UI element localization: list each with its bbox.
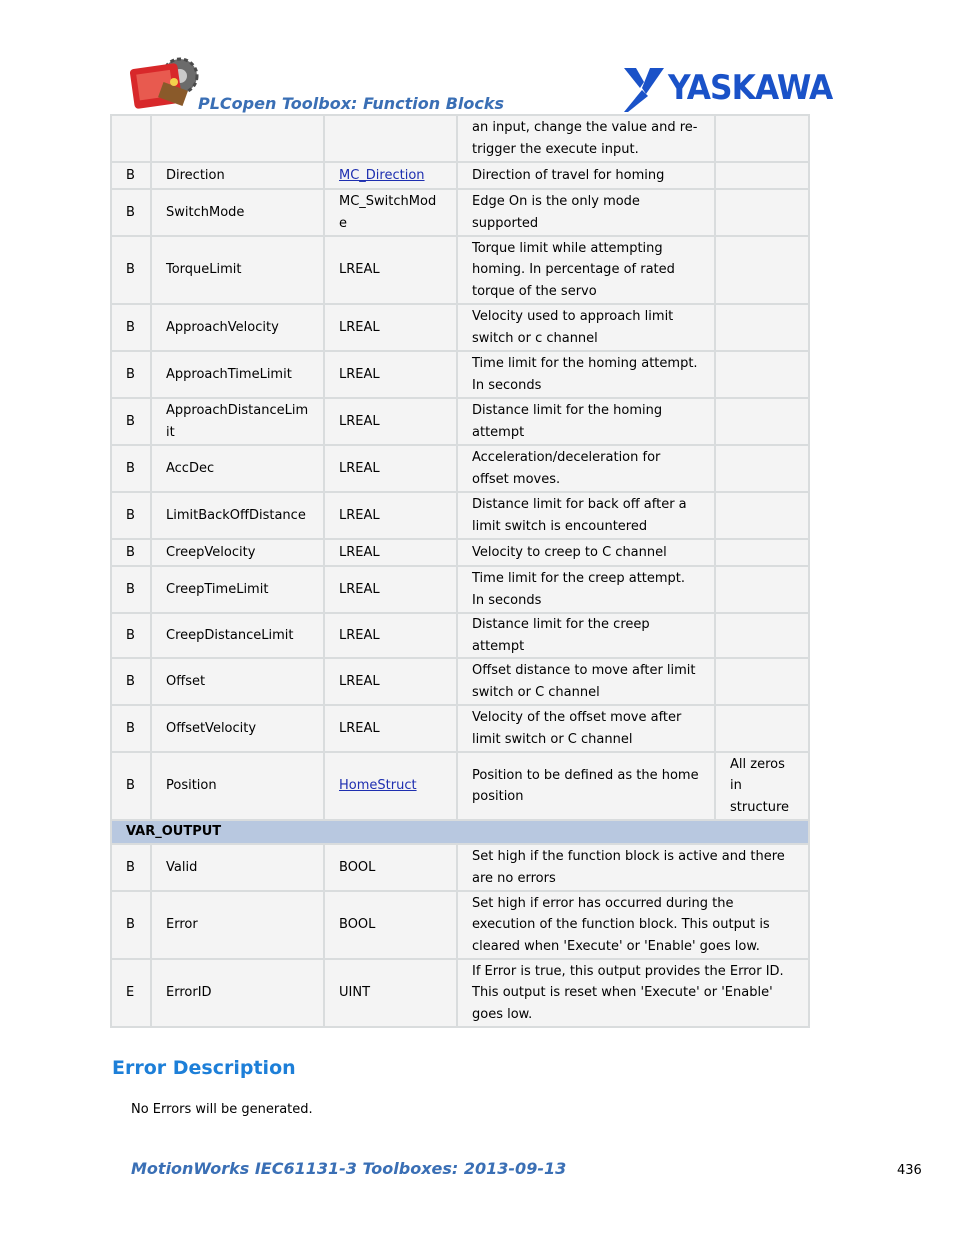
table-row (111, 613, 809, 658)
name-cell: SwitchMode (151, 189, 324, 236)
description-cell: Time limit for the creep attempt. In seconds (457, 566, 715, 613)
table-row (111, 236, 809, 304)
type-cell: LREAL (324, 351, 457, 398)
description-cell: Set high if error has occurred during the execution of the function block. This output is cleared when 'Execute' or 'Enable' goes low. (457, 891, 809, 959)
default-cell (715, 304, 809, 351)
table-row (111, 162, 809, 189)
scope-cell: B (111, 752, 151, 820)
parameter-table (110, 114, 810, 1028)
scope-cell: B (111, 566, 151, 613)
scope-cell: B (111, 162, 151, 189)
plcopen-toolbox-logo-icon (130, 56, 200, 112)
name-cell: CreepTimeLimit (151, 566, 324, 613)
scope-cell: B (111, 539, 151, 566)
description-cell: Direction of travel for homing (457, 162, 715, 189)
scope-cell: B (111, 398, 151, 445)
description-cell: Set high if the function block is active and there are no errors (457, 844, 809, 891)
description-cell: Distance limit for the creep attempt (457, 613, 715, 658)
description-cell: If Error is true, this output provides the Error ID. This output is reset when 'Execute' or 'Enable' goes low. (457, 959, 809, 1027)
name-cell: ErrorID (151, 959, 324, 1027)
scope-cell: B (111, 613, 151, 658)
name-cell: CreepVelocity (151, 539, 324, 566)
description-cell: Velocity of the offset move after limit switch or C channel (457, 705, 715, 752)
table-row (111, 304, 809, 351)
table-row (111, 658, 809, 705)
description-cell: Velocity used to approach limit switch or c channel (457, 304, 715, 351)
name-cell: ApproachTimeLimit (151, 351, 324, 398)
name-cell: ApproachVelocity (151, 304, 324, 351)
type-cell: LREAL (324, 445, 457, 492)
scope-cell: E (111, 959, 151, 1027)
scope-cell (111, 115, 151, 162)
table-row (111, 705, 809, 752)
name-cell: ApproachDistanceLimit (151, 398, 324, 445)
name-cell: Offset (151, 658, 324, 705)
description-cell: Torque limit while attempting homing. In percentage of rated torque of the servo (457, 236, 715, 304)
table-row (111, 752, 809, 820)
type-cell: BOOL (324, 844, 457, 891)
default-cell (715, 658, 809, 705)
type-link[interactable]: HomeStruct (339, 778, 417, 794)
name-cell: Direction (151, 162, 324, 189)
default-cell (715, 162, 809, 189)
output-rows (111, 844, 809, 1027)
table-row (111, 844, 809, 891)
default-cell (715, 398, 809, 445)
default-cell (715, 351, 809, 398)
type-cell: BOOL (324, 891, 457, 959)
name-cell: Valid (151, 844, 324, 891)
default-cell (715, 539, 809, 566)
brand-name: YASKAWA (668, 68, 833, 108)
scope-cell: B (111, 891, 151, 959)
type-cell: LREAL (324, 539, 457, 566)
type-cell: UINT (324, 959, 457, 1027)
input-rows (111, 115, 809, 820)
default-cell (715, 445, 809, 492)
description-cell: Position to be defined as the home position (457, 752, 715, 820)
type-cell: LREAL (324, 705, 457, 752)
type-cell: LREAL (324, 658, 457, 705)
section-row (111, 820, 809, 844)
description-cell: Velocity to creep to C channel (457, 539, 715, 566)
table-row (111, 351, 809, 398)
type-cell: LREAL (324, 398, 457, 445)
table-row (111, 115, 809, 162)
yaskawa-y-icon (620, 66, 670, 112)
type-cell: MC_SwitchMode (324, 189, 457, 236)
scope-cell: B (111, 236, 151, 304)
scope-cell: B (111, 844, 151, 891)
description-cell: Offset distance to move after limit switch or C channel (457, 658, 715, 705)
table-row (111, 398, 809, 445)
yaskawa-logo (620, 66, 844, 112)
default-cell (715, 115, 809, 162)
name-cell: Error (151, 891, 324, 959)
description-cell: an input, change the value and re-trigger the execute input. (457, 115, 715, 162)
table-row (111, 492, 809, 539)
description-cell: Distance limit for back off after a limit switch is encountered (457, 492, 715, 539)
type-link[interactable]: MC_Direction (339, 167, 425, 183)
type-cell (324, 162, 457, 189)
type-cell: LREAL (324, 304, 457, 351)
page-number: 436 (897, 1163, 922, 1178)
default-cell (715, 566, 809, 613)
default-cell (715, 189, 809, 236)
table-row (111, 891, 809, 959)
name-cell: TorqueLimit (151, 236, 324, 304)
type-cell (324, 115, 457, 162)
type-cell: LREAL (324, 236, 457, 304)
footer-title: MotionWorks IEC61131-3 Toolboxes: 2013-09-13 (131, 1159, 567, 1178)
description-cell: Distance limit for the homing attempt (457, 398, 715, 445)
type-cell: LREAL (324, 566, 457, 613)
type-cell (324, 752, 457, 820)
name-cell: Position (151, 752, 324, 820)
description-cell: Time limit for the homing attempt. In seconds (457, 351, 715, 398)
default-cell: All zeros in structure (715, 752, 809, 820)
scope-cell: B (111, 189, 151, 236)
error-description-text: No Errors will be generated. (131, 1102, 313, 1117)
name-cell: LimitBackOffDistance (151, 492, 324, 539)
description-cell: Acceleration/deceleration for offset moves. (457, 445, 715, 492)
error-description-heading: Error Description (112, 1057, 296, 1079)
type-cell: LREAL (324, 492, 457, 539)
table-row (111, 539, 809, 566)
scope-cell: B (111, 351, 151, 398)
type-cell: LREAL (324, 613, 457, 658)
table-row (111, 445, 809, 492)
table-row (111, 189, 809, 236)
table-row (111, 959, 809, 1027)
default-cell (715, 705, 809, 752)
table-row (111, 566, 809, 613)
scope-cell: B (111, 445, 151, 492)
section-label: VAR_OUTPUT (111, 820, 809, 844)
name-cell: AccDec (151, 445, 324, 492)
name-cell: OffsetVelocity (151, 705, 324, 752)
scope-cell: B (111, 304, 151, 351)
scope-cell: B (111, 492, 151, 539)
default-cell (715, 236, 809, 304)
default-cell (715, 492, 809, 539)
name-cell (151, 115, 324, 162)
name-cell: CreepDistanceLimit (151, 613, 324, 658)
scope-cell: B (111, 705, 151, 752)
description-cell: Edge On is the only mode supported (457, 189, 715, 236)
header-title: PLCopen Toolbox: Function Blocks (198, 94, 505, 113)
default-cell (715, 613, 809, 658)
scope-cell: B (111, 658, 151, 705)
